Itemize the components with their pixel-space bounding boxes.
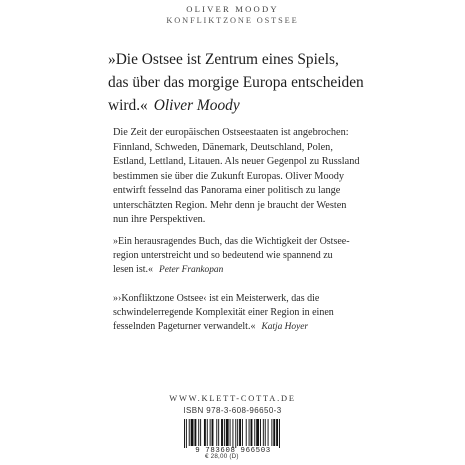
review-line-last [113,320,443,334]
review-line: schwindelerregende Komplexität einer Region in einen [113,307,334,319]
review-author: Katja Hoyer [261,322,309,333]
blurb-line: Die Zeit der europäischen Ostseestaaten ist angebrochen: [113,127,349,138]
review-line-last [113,263,443,277]
review-author: Peter Frankopan [159,265,224,276]
quote-line-last [108,94,438,117]
blurb-line: unterschätzten Region. Mehr denn je braucht der Westen [113,199,347,211]
quote-line: das über das morgige Europa entscheiden [108,74,364,91]
book-title: KONFLIKTZONE OSTSEE [166,16,299,25]
price-label: € 28,00 (D) [205,453,239,460]
blurb-line: bestimmen sie über die Zukunft Europas. Oliver Moody [113,170,345,182]
barcode-bars [176,418,290,448]
pull-quote [108,48,438,117]
blurb-paragraph [113,126,448,228]
blurb-line: Estland, Lettland, Litauen. Als neuer Gegenpol zu Russland [113,156,360,167]
review-line: fesselnden Pageturner verwandelt.« [113,321,256,333]
review-frankopan [113,235,443,278]
quote-attribution: Oliver Moody [153,97,240,114]
quote-line: wird.« [108,97,148,114]
publisher-website: WWW.KLETT-COTTA.DE [169,394,296,403]
isbn-number: ISBN 978-3-608-96650-3 [183,406,282,415]
review-line: lesen ist.« [113,264,153,276]
blurb-line: entwirft fesselnd das Panorama einer politisch zu lange [113,185,341,196]
quote-line: »Die Ostsee ist Zentrum eines Spiels, [108,51,339,68]
barcode [176,418,290,456]
barcode-digits: 9 783608 966503 [195,447,271,455]
blurb-line: Finnland, Schweden, Dänemark, Deutschland, Polen, [113,141,333,153]
review-line: »Ein herausragendes Buch, das die Wichtigkeit der Ostsee- [113,236,350,247]
review-line: region unterstreicht und so bedeutend wie spannend zu [113,250,333,262]
author-name: OLIVER MOODY [186,4,279,14]
review-line: »›Konfliktzone Ostsee‹ ist ein Meisterwerk, das die [113,293,320,304]
blurb-line: nun ihre Perspektiven. [113,214,206,225]
review-hoyer [113,292,443,335]
cover-header [0,4,465,26]
